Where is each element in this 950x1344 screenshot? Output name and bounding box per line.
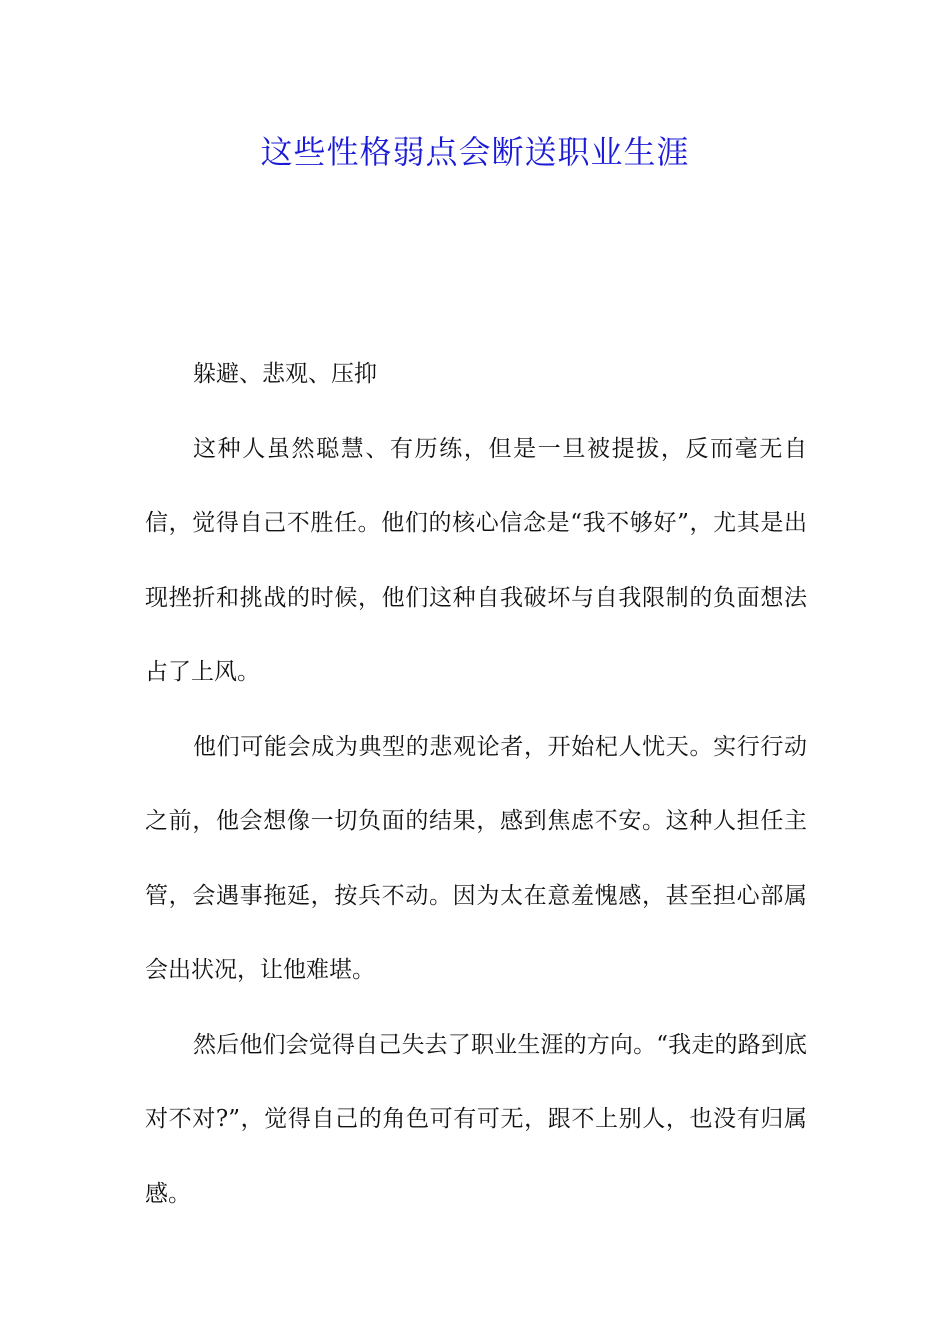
paragraph: 他们可能会成为典型的悲观论者，开始杞人忧天。实行行动之前，他会想像一切负面的结果，感到焦虑不安。这种人担任主管，会遇事拖延，按兵不动。因为太在意羞愧感，甚至担心部属会出状况，让他难堪。 <box>145 733 807 983</box>
paragraph: 这种人虽然聪慧、有历练，但是一旦被提拔，反而毫无自信，觉得自己不胜任。他们的核心信念是“我不够好”，尤其是出现挫折和挑战的时候，他们这种自我破坏与自我限制的负面想法占了上风。 <box>145 435 807 685</box>
document-body <box>145 337 807 1231</box>
paragraph: 然后他们会觉得自己失去了职业生涯的方向。“我走的路到底对不对?”，觉得自己的角色可有可无，跟不上别人，也没有归属感。 <box>145 1031 807 1207</box>
paragraph-heading: 躲避、悲观、压抑 <box>193 361 377 387</box>
document-title: 这些性格弱点会断送职业生涯 <box>260 133 690 171</box>
